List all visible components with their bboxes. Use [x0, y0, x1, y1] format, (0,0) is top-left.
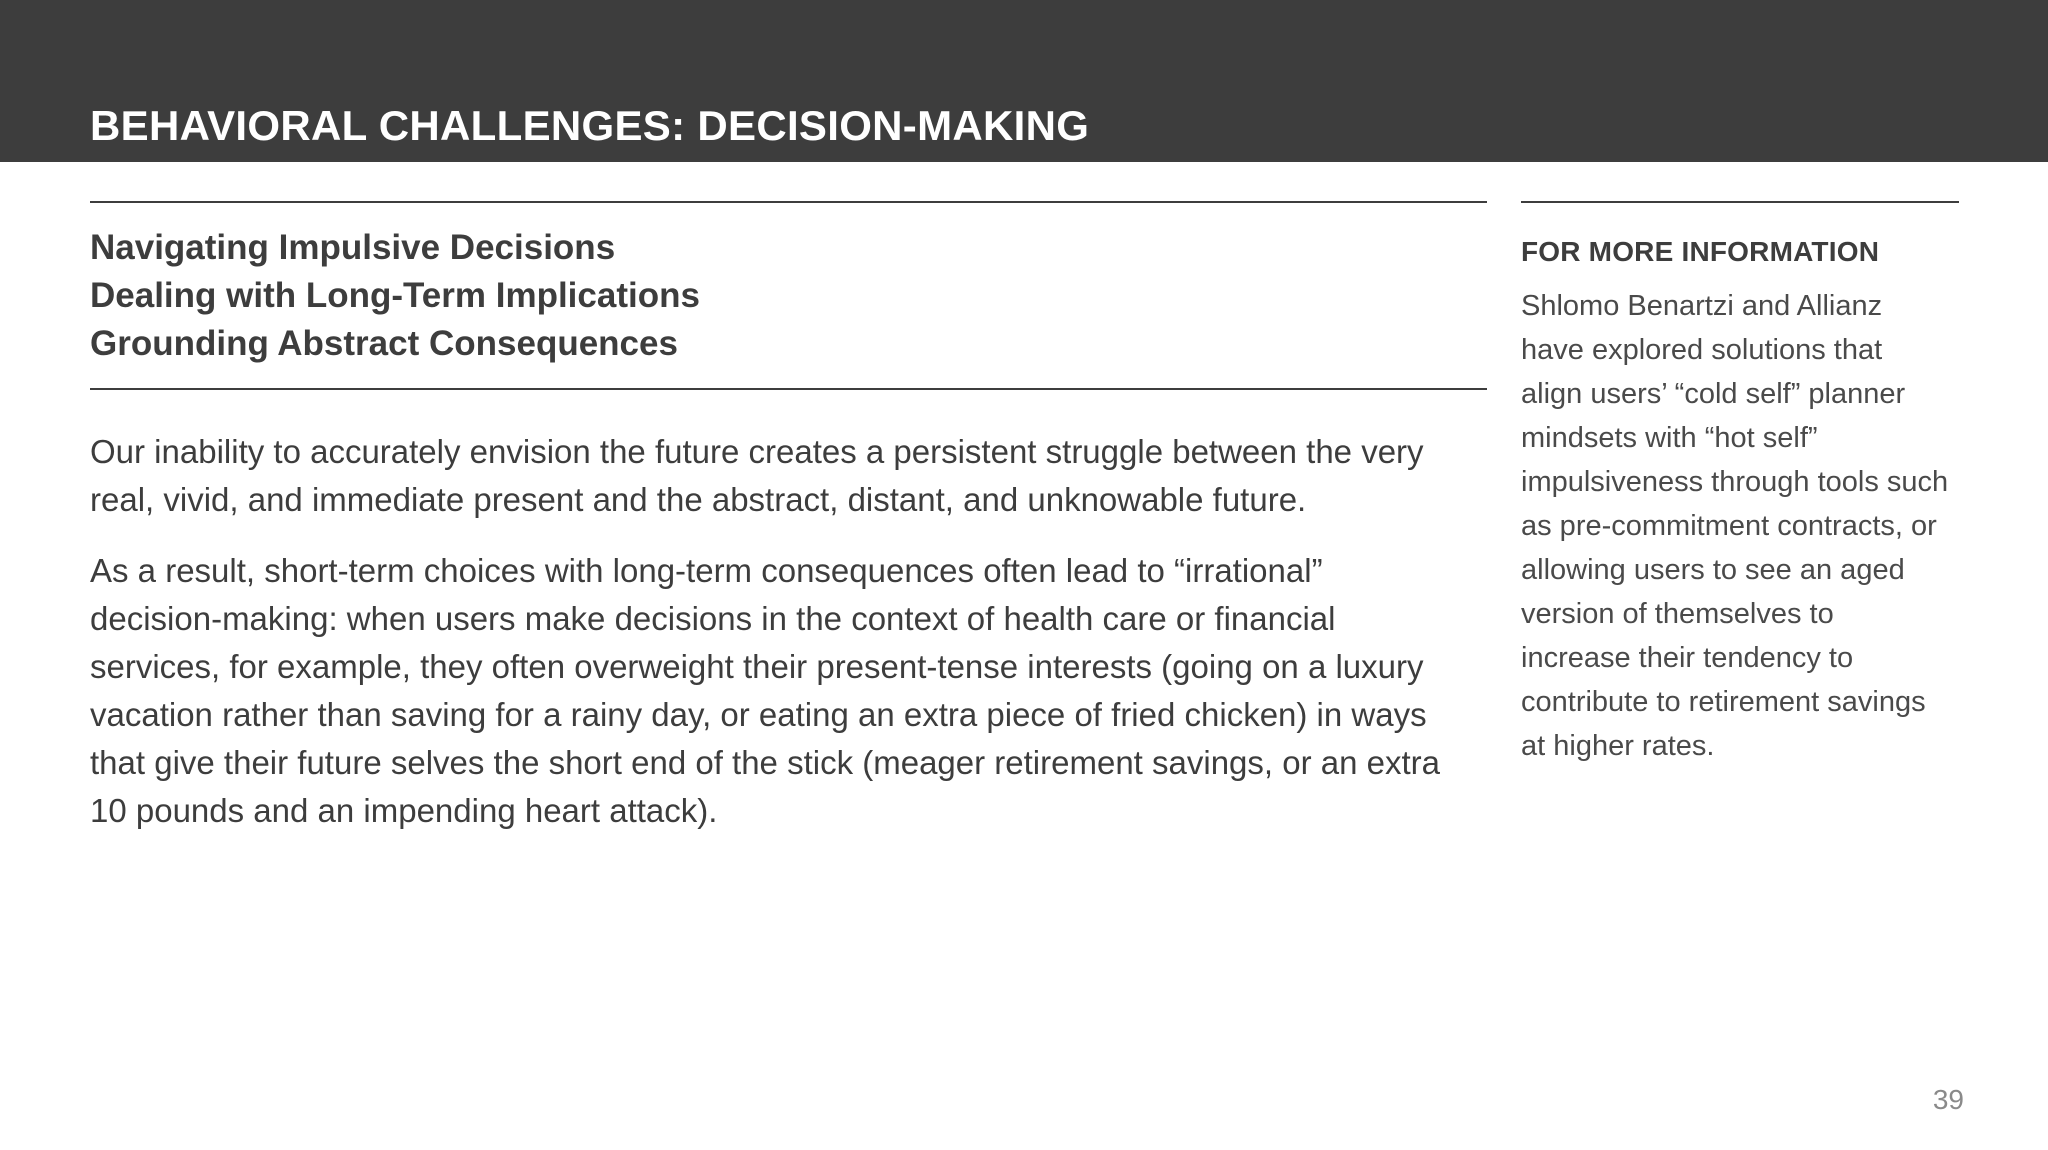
- body-paragraph: Our inability to accurately envision the future creates a persistent struggle between the very real, vivid, and immediate present and the abstract, distant, and unknowable future.: [90, 433, 1424, 518]
- sidebar-heading: FOR MORE INFORMATION: [1521, 236, 1880, 267]
- main-top-divider: [90, 201, 1487, 203]
- sidebar-top-divider: [1521, 201, 1959, 203]
- page-number: 39: [1932, 1084, 1964, 1115]
- body-paragraph: As a result, short-term choices with long-term consequences often lead to “irrational” decision-making: when users make decisions in the context of health care or financial services, for example, they often overweight their present-tense interests (going on a luxury vacation rather than saving for a rainy day, or eating an extra piece of fried chicken) in ways that give their future selves the short end of the stick (meager retirement savings, or an extra 10 pounds and an impending heart attack).: [90, 552, 1440, 829]
- page-title: [90, 100, 1089, 152]
- page-title-emphasis: DECISION-MAKING: [697, 102, 1090, 149]
- sidebar-text: Shlomo Benartzi and Allianz have explored solutions that align users’ “cold self” planner mindsets with “hot self” impulsiveness through tools such as pre-commitment contracts, or allowing users to see an aged version of themselves to increase their tendency to contribute to retirement savings at higher rates.: [1521, 290, 1949, 762]
- topic-item: Grounding Abstract Consequences: [90, 324, 678, 363]
- body-text: [90, 428, 1460, 858]
- topic-item: Dealing with Long-Term Implications: [90, 276, 700, 315]
- topic-list: [90, 224, 1480, 368]
- topic-item: Navigating Impulsive Decisions: [90, 228, 616, 267]
- header-bar: [0, 0, 2048, 162]
- page-title-prefix: BEHAVIORAL CHALLENGES:: [90, 102, 698, 149]
- more-information-sidebar: [1521, 228, 1951, 768]
- topic-divider: [90, 388, 1487, 390]
